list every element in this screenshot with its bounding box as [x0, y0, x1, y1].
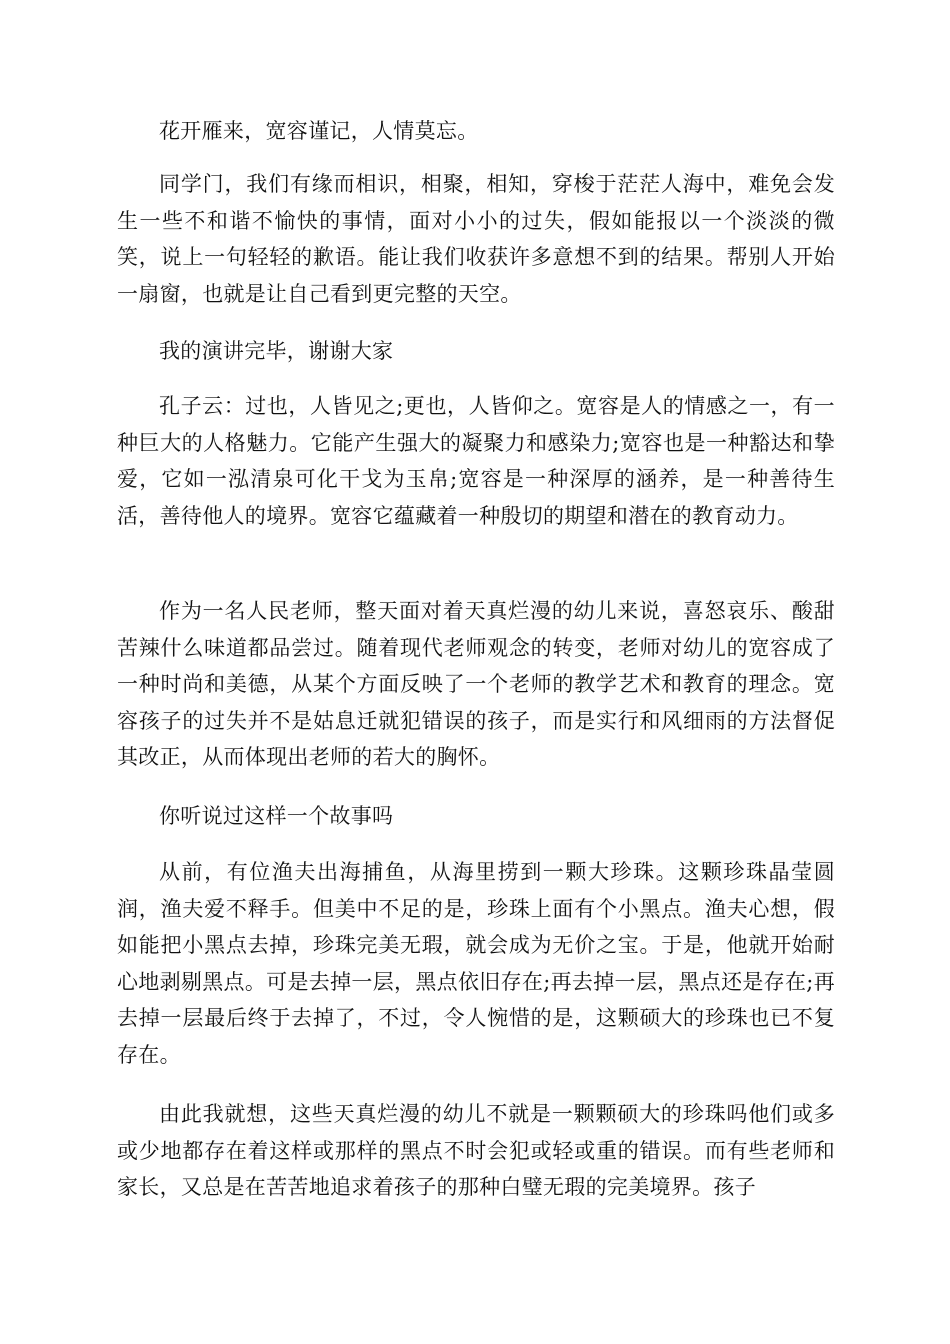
paragraph-1: 花开雁来，宽容谨记，人情莫忘。	[159, 119, 479, 143]
paragraph-4: 孔子云：过也，人皆见之;更也，人皆仰之。宽容是人的情感之一，有一种巨大的人格魅力。它能产生强大的凝聚力和感染力;宽容也是一种豁达和挚爱，它如一泓清泉可化干戈为玉帛;宽容是一种深厚的涵养，是一种善待生活，善待他人的境界。宽容它蕴藏着一种殷切的期望和潜在的教育动力。	[117, 394, 835, 528]
paragraph-5: 作为一名人民老师，整天面对着天真烂漫的幼儿来说，喜怒哀乐、酸甜苦辣什么味道都品尝过。随着现代老师观念的转变，老师对幼儿的宽容成了一种时尚和美德，从某个方面反映了一个老师的教学艺术和教育的理念。宽容孩子的过失并不是姑息迁就犯错误的孩子，而是实行和风细雨的方法督促其改正，从而体现出老师的若大的胸怀。	[117, 599, 835, 769]
paragraph-7: 从前，有位渔夫出海捕鱼，从海里捞到一颗大珍珠。这颗珍珠晶莹圆润，渔夫爱不释手。但美中不足的是，珍珠上面有个小黑点。渔夫心想，假如能把小黑点去掉，珍珠完美无瑕，就会成为无价之宝。于是，他就开始耐心地剥剔黑点。可是去掉一层，黑点依旧存在;再去掉一层，黑点还是存在;再去掉一层最后终于去掉了，不过，令人惋惜的是，这颗硕大的珍珠也已不复存在。	[117, 860, 835, 1067]
paragraph-6: 你听说过这样一个故事吗	[159, 804, 394, 828]
paragraph-3: 我的演讲完毕，谢谢大家	[159, 339, 394, 363]
paragraph-8: 由此我就想，这些天真烂漫的幼儿不就是一颗颗硕大的珍珠吗他们或多或少地都存在着这样或那样的黑点不时会犯或轻或重的错误。而有些老师和家长，又总是在苦苦地追求着孩子的那种白璧无瑕的完美境界。孩子	[117, 1102, 835, 1199]
paragraph-2: 同学门，我们有缘而相识，相聚，相知，穿梭于茫茫人海中，难免会发生一些不和谐不愉快的事情，面对小小的过失，假如能报以一个淡淡的微笑，说上一句轻轻的歉语。能让我们收获许多意想不到的结果。帮别人开始一扇窗，也就是让自己看到更完整的天空。	[117, 172, 835, 306]
